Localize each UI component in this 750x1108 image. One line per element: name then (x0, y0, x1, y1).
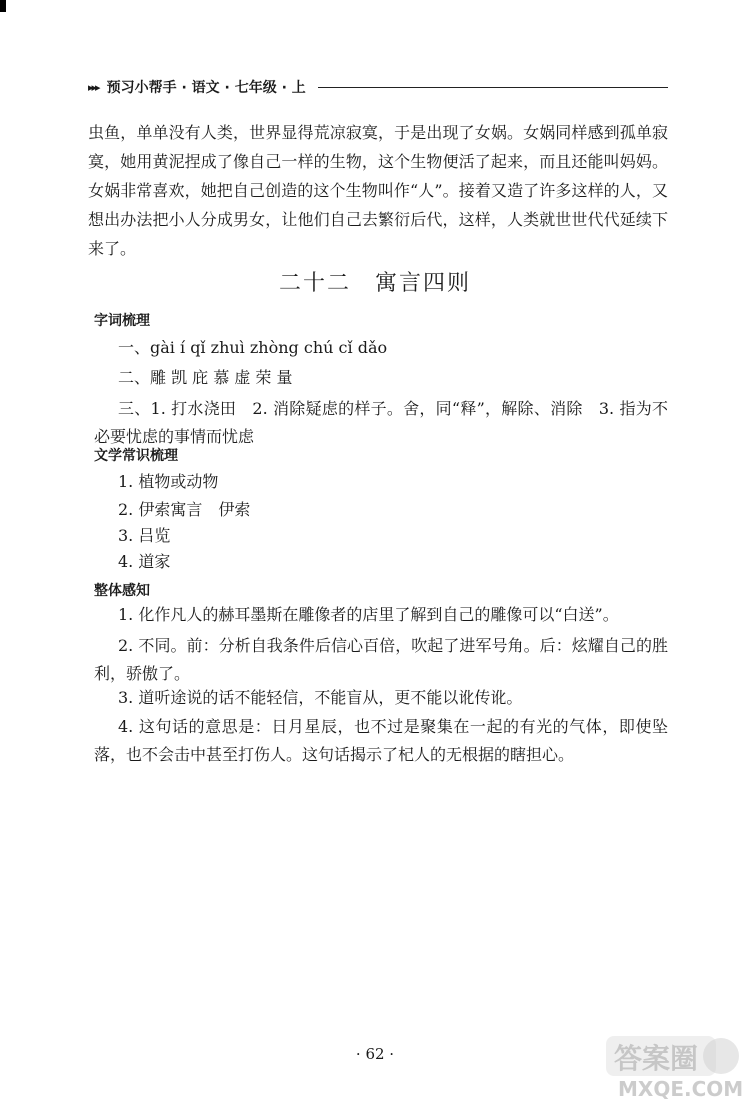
vocab-item-3: 三、1. 打水浇田 2. 消除疑虑的样子。舍，同“释”，解除、消除 3. 指为不必要忧虑的事情而忧虑 (94, 399, 668, 446)
overall-item-1: 1. 化作凡人的赫耳墨斯在雕像者的店里了解到自己的雕像可以“白送”。 (118, 605, 619, 624)
watermark-logo-icon (596, 1032, 746, 1104)
watermark-title: 答案圈 (614, 1042, 699, 1075)
literary-item-4: 4. 道家 (118, 552, 171, 571)
page-number: · 62 · (355, 1045, 395, 1063)
overall-item-3: 3. 道听途说的话不能轻信，不能盲从，更不能以讹传讹。 (118, 688, 523, 707)
intro-paragraph: 虫鱼，单单没有人类，世界显得荒凉寂寞，于是出现了女娲。女娲同样感到孤单寂寞，她用黄泥捏成了像自己一样的生物，这个生物便活了起来，而且还能叫妈妈。女娲非常喜欢，她把自己创造的这个生物叫作“人”。接着又造了许多这样的人，又想出办法把小人分成男女，让他们自己去繁衍后代，这样，人类就世世代代延续下来了。 (88, 123, 668, 258)
header-arrows-icon: ▸▸▸ (88, 80, 99, 94)
literary-item-3: 3. 吕览 (118, 526, 171, 545)
watermark-url: MXQE.COM (618, 1077, 744, 1101)
section-heading-overall: 整体感知 (94, 583, 150, 599)
running-header (88, 77, 668, 97)
chapter-title: 二十二 寓言四则 (278, 271, 471, 296)
vocab-item-1: 一、gài í qǐ zhuì zhòng chú cǐ dǎo (118, 338, 388, 357)
vocab-item-2: 二、雕 凯 庇 慕 虚 荣 量 (118, 368, 293, 387)
header-title: 预习小帮手 · 语文 · 七年级 · 上 (106, 80, 306, 96)
header-rule (318, 87, 668, 88)
literary-item-2: 2. 伊索寓言 伊索 (118, 500, 251, 519)
literary-item-1: 1. 植物或动物 (118, 472, 219, 491)
section-heading-literary: 文学常识梳理 (94, 448, 178, 464)
overall-item-4: 4. 这句话的意思是：日月星辰，也不过是聚集在一起的有光的气体，即使坠落，也不会击中甚至打伤人。这句话揭示了杞人的无根据的瞎担心。 (94, 717, 668, 764)
section-heading-vocab: 字词梳理 (94, 313, 150, 329)
corner-mark (0, 0, 6, 12)
overall-item-2: 2. 不同。前：分析自我条件后信心百倍，吹起了进军号角。后：炫耀自己的胜利，骄傲了。 (94, 636, 668, 683)
